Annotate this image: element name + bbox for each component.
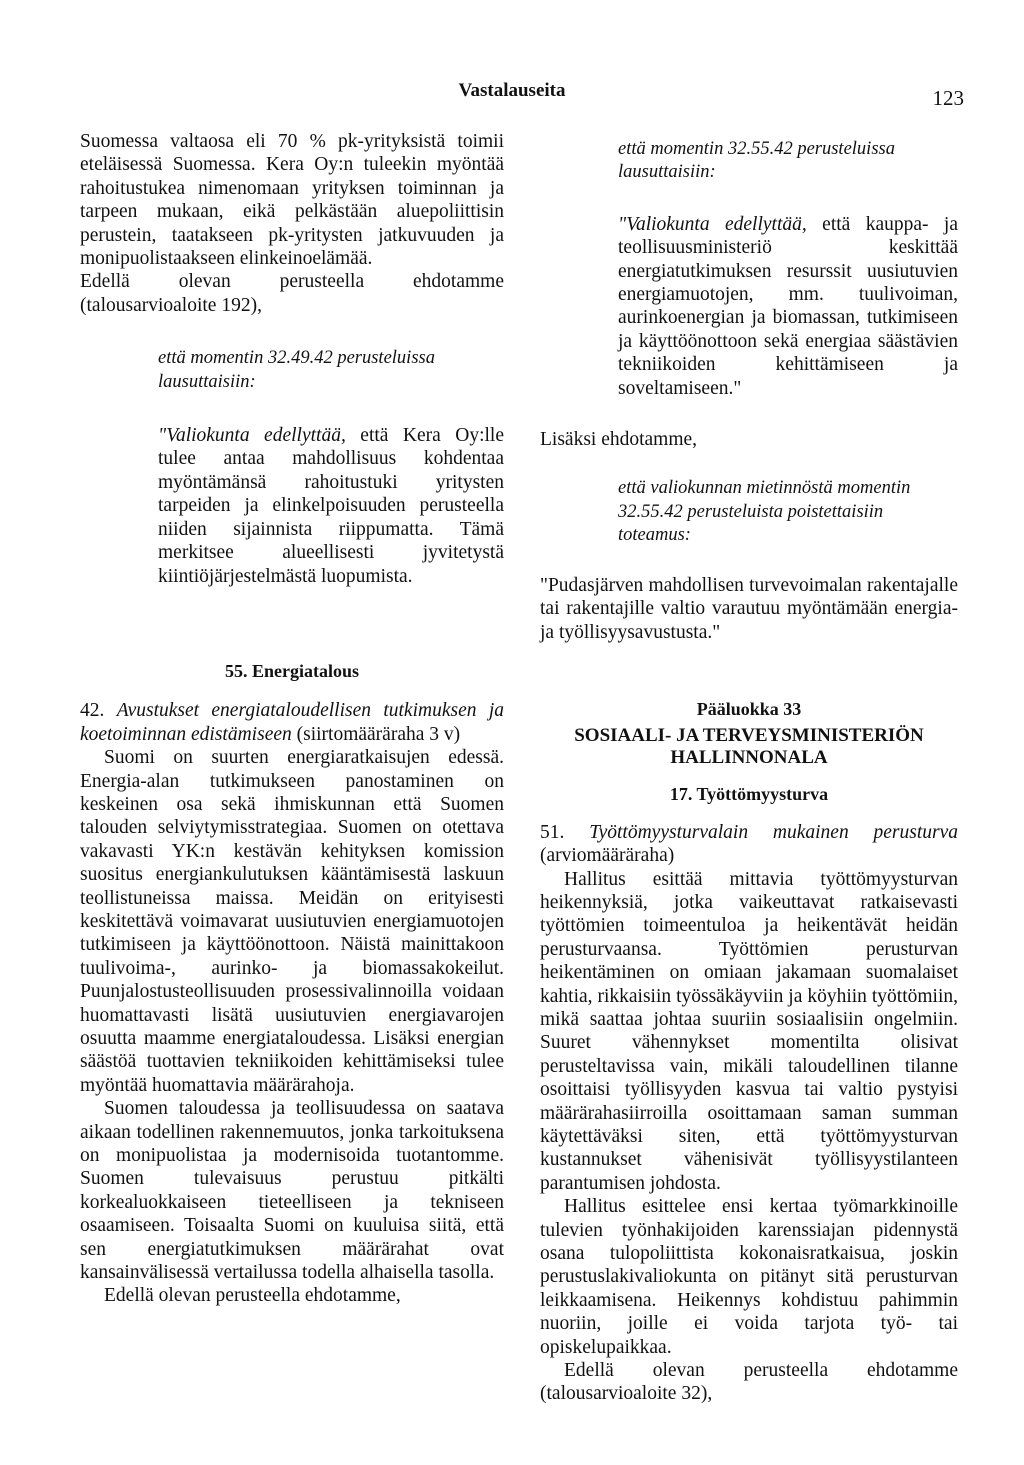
quote-energy-lead: "Valiokunta edellyttää,	[618, 213, 807, 235]
item-51-type: (arviomääräraha)	[540, 845, 675, 867]
paragraph-proposal-energy: Edellä olevan perusteella ehdotamme,	[104, 1285, 401, 1307]
main-class-heading: Pääluokka 33	[696, 698, 802, 719]
chapter-heading: 17. Työttömyysturva	[669, 784, 829, 805]
paragraph-structural-change: Suomen taloudessa ja teollisuudessa on saatava aikaan todellinen rakennemuutos, jonka tarkoituksena on monipuolistaa ja modernisoida tuotantomme. Suomen tulevaisuus perustuu pitkälti korkealuokkaiseen tieteelliseen ja tekniseen osaamiseen. Toisaalta Suomi on kuuluisa siitä, että sen energiatutkimuksen määrärahat ovat kansainvälisessä vertailussa todella alhaisella tasolla.	[80, 1098, 504, 1284]
left-column	[80, 130, 504, 1308]
paragraph-sme-share: Suomessa valtaosa eli 70 % pk-yrityksistä toimii eteläisessä Suomessa. Kera Oy:n tuleekin myöntää rahoitustukea nimenomaan yrityksen toiminnan ja tarpeen mukaan, eikä pelkästään aluepoliittisin perustein, taatakseen pk-yritysten jatkuvuuden ja monipuolistaakseen elinkeinoelämää.	[80, 131, 504, 270]
quote-kera-text: että Kera Oy:lle tulee antaa mahdollisuus kohdentaa myöntämänsä rahoitustuki yritysten tarpeiden ja elinkelpoisuuden perusteella niiden sijainnista riippumatta. Tämä merkitsee alueellisesti jyvitetystä kiintiöjärjestelmästä luopumista.	[158, 425, 504, 587]
quote-energy-research	[618, 213, 958, 400]
quote-kera	[158, 424, 504, 588]
item-42-heading	[80, 699, 504, 746]
item-42-title: Avustukset energiataloudellisen tutkimuksen ja koetoiminnan edistämiseen	[80, 700, 505, 745]
ministry-heading: SOSIAALI- JA TERVEYSMINISTERIÖN HALLINNONALA	[574, 725, 924, 769]
paragraph-proposal-192: Edellä olevan perusteella ehdotamme (talousarvioaloite 192),	[80, 271, 504, 316]
quote-energy-text: että kauppa- ja teollisuusministeriö keskittää energiatutkimuksen resurssit uusiutuvien energiamuotojen, mm. tuulivoiman, aurinkoenergian ja biomassan, tutkimiseen ja käyttöönottoon sekä energiaa säästävien tekniikoiden kehittämiseen ja soveltamiseen."	[618, 213, 958, 399]
item-51-number: 51.	[540, 821, 590, 843]
item-42-type: (siirtomääräraha 3 v)	[291, 723, 461, 745]
item-42-number: 42.	[80, 700, 117, 722]
paragraph-energy-research: Suomi on suurten energiaratkaisujen edessä. Energia-alan tutkimukseen panostaminen on keskeinen osa sekä ihmiskunnan että Suomen talouden selviytymisstrategiaa. Suomen on otettava vakavasti YK:n kestävän kehityksen komission suositus energiankulutuksen kääntämisestä laskuun teollistuneissa maissa. Meidän on erityisesti keskitettävä voimavarat uusiutuvien energiamuotojen tutkimiseen ja käyttöönottoon. Näistä mainittakoon tuulivoima-, aurinko- ja biomassakokeilut. Puunjalostusteollisuuden prosessivalinnoilla voidaan huomattavasti lisätä uusiutuvien energiavarojen osuutta maamme energiataloudessa. Lisäksi energian säästöä tuottavien tekniikoiden kehittämiseksi tulee myöntää huomattavia määrärahoja.	[80, 747, 504, 1096]
right-column	[540, 138, 958, 1406]
item-51-title: Työttömyysturvalain mukainen perusturva	[589, 821, 959, 843]
item-51-heading	[540, 821, 958, 868]
paragraph-proposal-32: Edellä olevan perusteella ehdotamme (talousarvioaloite 32),	[540, 1360, 958, 1405]
quote-pudasjarvi: "Pudasjärven mahdollisen turvevoimalan rakentajalle tai rakentajille valtio varautuu myöntämään energia- ja työllisyysavustusta."	[540, 574, 958, 643]
motion-32-49-42: että momentin 32.49.42 perusteluissa lausuttaisiin:	[158, 348, 435, 392]
page-header	[0, 80, 1024, 110]
section-heading-energiatalous: 55. Energiatalous	[224, 660, 359, 681]
paragraph-waiting-period: Hallitus esittelee ensi kertaa työmarkkinoille tulevien työnhakijoiden karenssiajan pidennystä osana tulopoliittista kokonaisratkaisua, joskin perustuslakivaliokunta on pitänyt sitä perusturvan leikkaamisena. Heikennys kohdistuu pahimmin nuoriin, joille ei voida tarjota työ- tai opiskelupaikkaa.	[540, 1196, 958, 1358]
motion-remove-statement: että valiokunnan mietinnöstä momentin 32.55.42 perusteluista poistettaisiin toteamus:	[618, 478, 911, 546]
motion-32-55-42: että momentin 32.55.42 perusteluissa lausuttaisiin:	[618, 139, 895, 183]
quote-kera-lead: "Valiokunta edellyttää,	[158, 425, 346, 447]
paragraph-additional-proposal: Lisäksi ehdotamme,	[540, 429, 698, 451]
page-number: 123	[932, 86, 964, 110]
paragraph-unemployment-cuts: Hallitus esittää mittavia työttömyysturvan heikennyksiä, jotka vaikeuttavat ratkaisevasti työttömien toimeentuloa ja heikentävät heidän perusturvaansa. Työttömien perusturvan heikentäminen on omiaan jakamaan suomalaiset kahtia, rikkaisiin työssäkäyviin ja köyhiin työttömiin, mikä saattaa johtaa suuriin sosiaalisiin ongelmiin. Suuret vähennykset momentilta olisivat perusteltavissa vain, mikäli taloudellinen tilanne osoittaisi työllisyyden kasvua tai valtio pystyisi määrärahasiirroilla osoittamaan saman summan käytettäväksi siten, että työttömyysturvan kustannukset vähenisivät työllisyystilanteen parantumisen johdosta.	[540, 868, 958, 1194]
running-head: Vastalauseita	[458, 80, 566, 101]
